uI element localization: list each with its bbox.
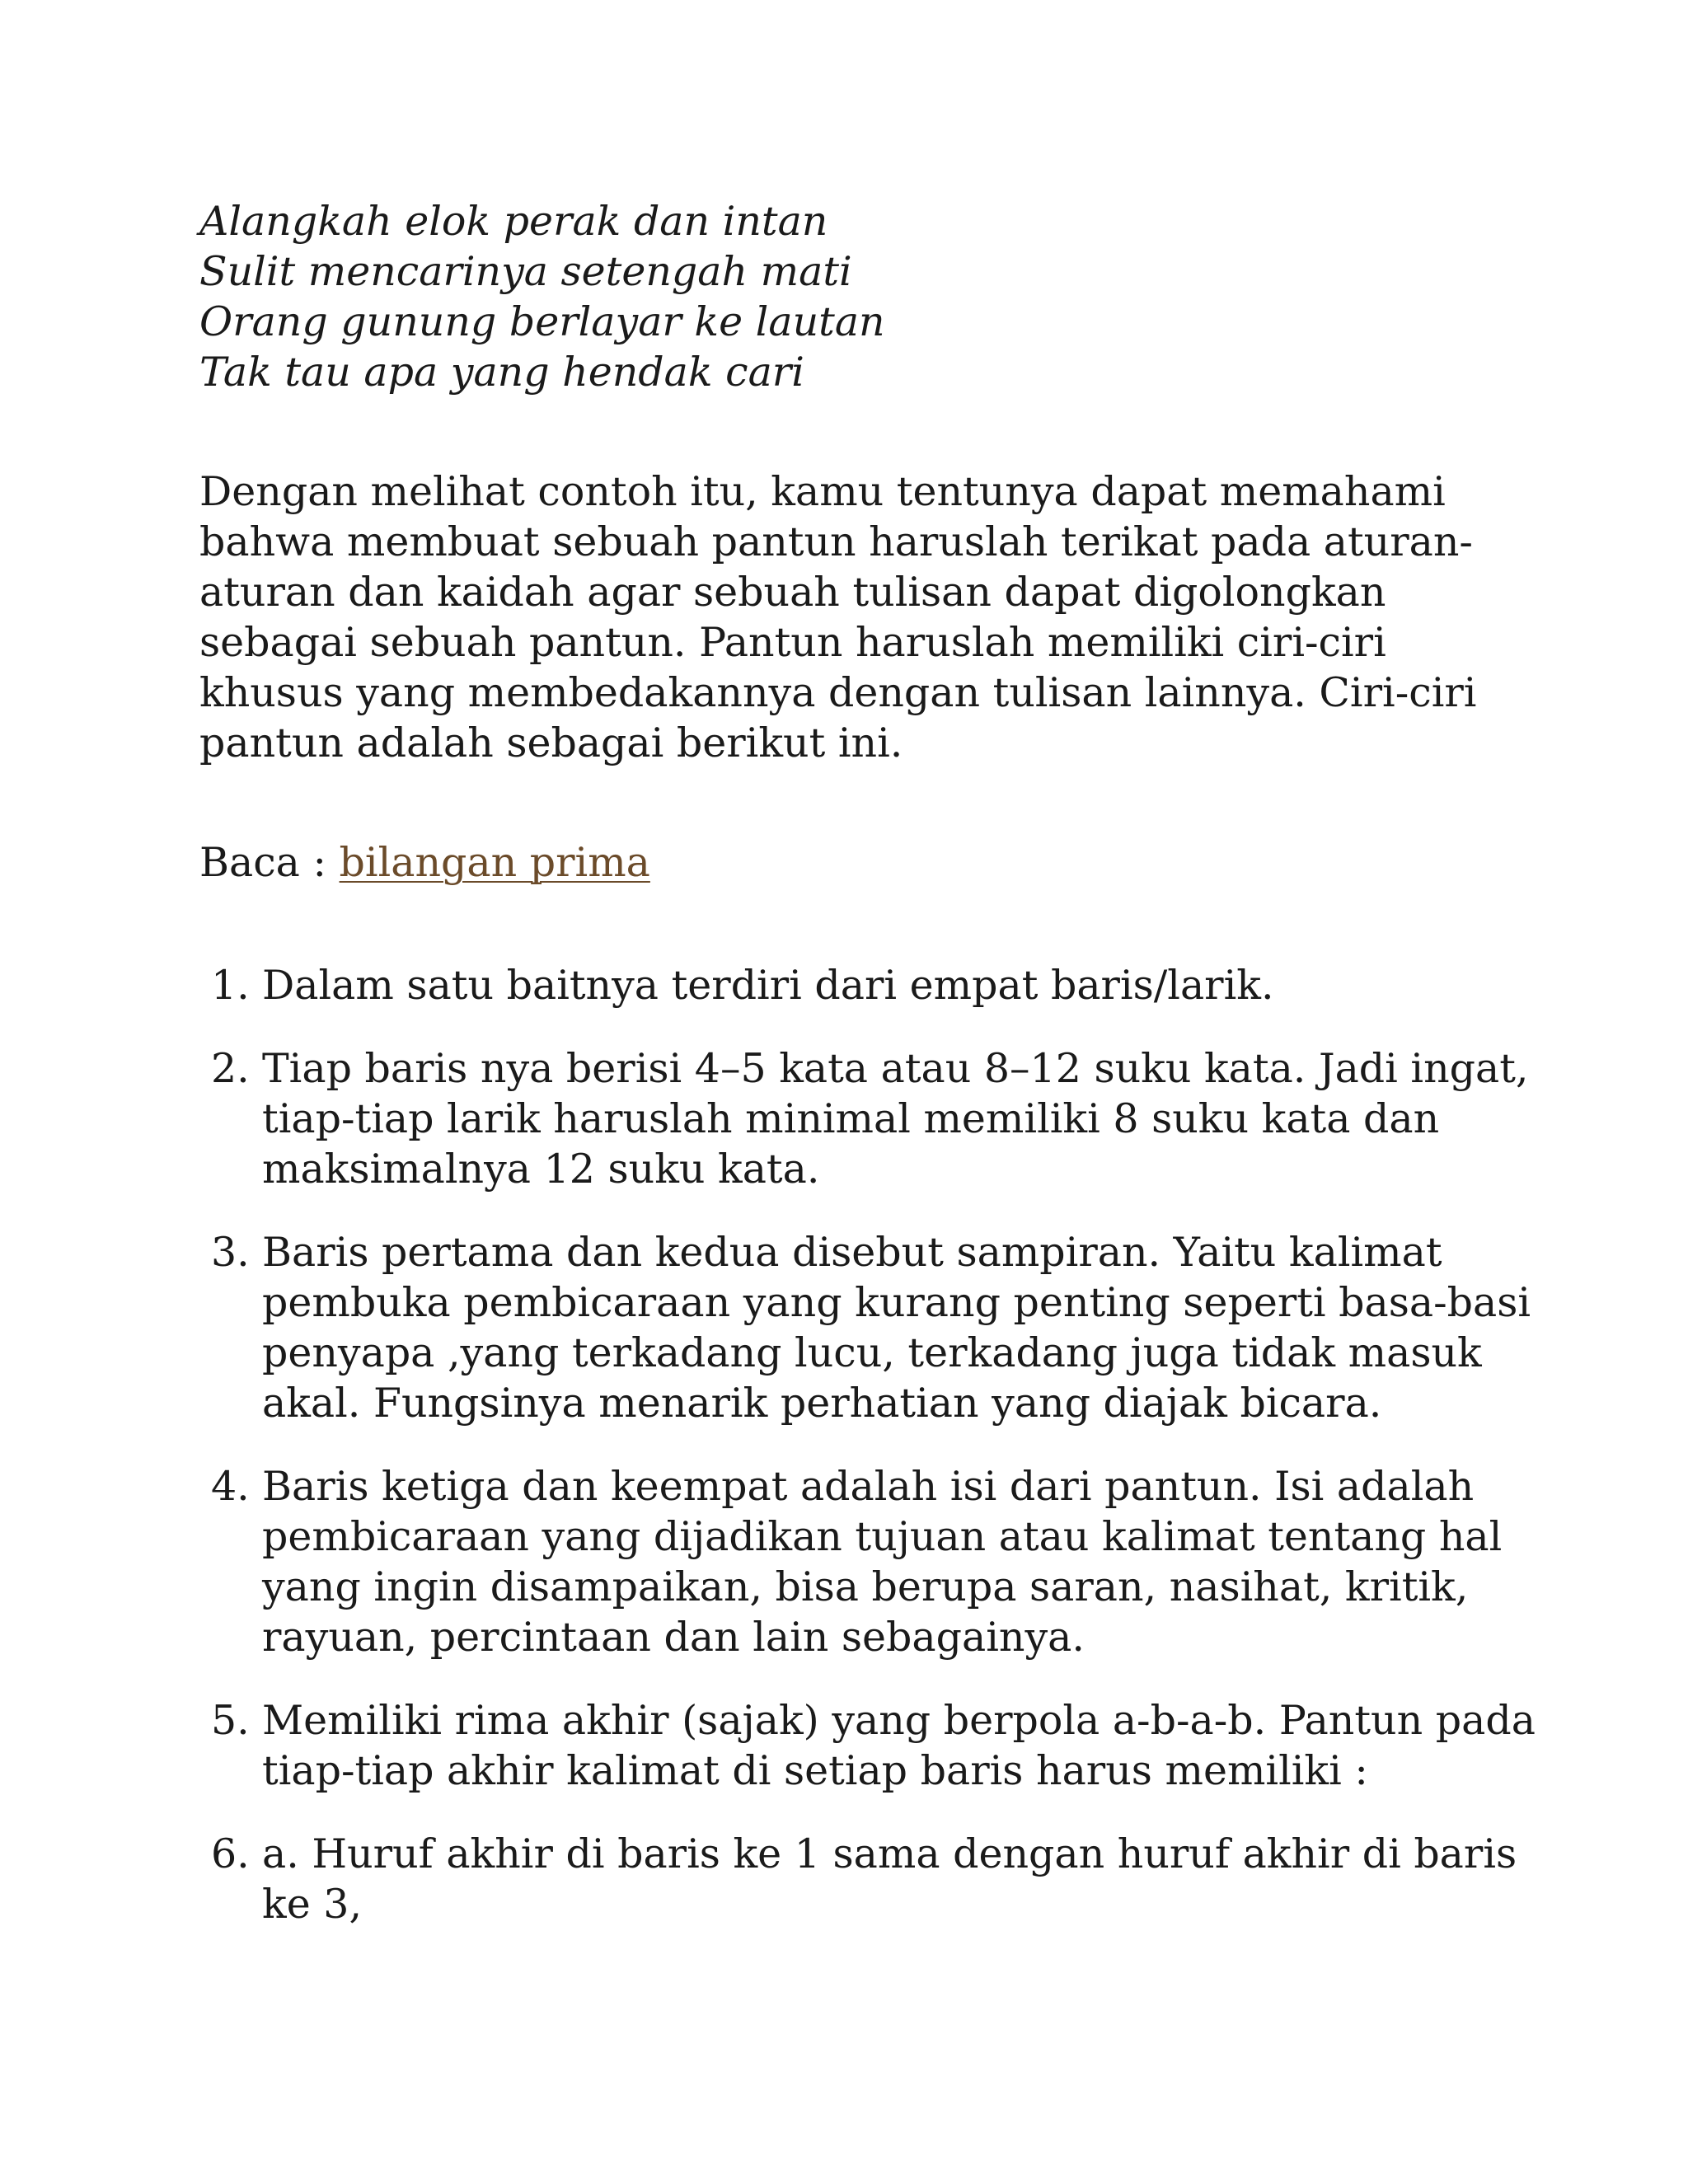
list-item-text: Baris pertama dan kedua disebut sampiran. Yaitu kalimat pembuka pembicaraan yang kurang penting seperti basa-basi penyapa ,yang terkadang lucu, terkadang juga tidak masuk akal. Fungsinya menarik perhatian yang diajak bicara.	[262, 1229, 1531, 1427]
list-item-number: 5.	[211, 1697, 250, 1744]
poem-line: Tak tau apa yang hendak cari	[199, 349, 804, 396]
list-item	[199, 1829, 1564, 1929]
list-item-text: Memiliki rima akhir (sajak) yang berpola a-b-a-b. Pantun pada tiap-tiap akhir kalimat di setiap baris harus memiliki :	[262, 1697, 1536, 1794]
poem-line: Alangkah elok perak dan intan	[199, 198, 828, 245]
poem-line: Orang gunung berlayar ke lautan	[199, 298, 885, 345]
list-item-text: Dalam satu baitnya terdiri dari empat baris/larik.	[262, 962, 1274, 1009]
list-item	[199, 960, 1564, 1010]
features-list	[199, 960, 1536, 1929]
list-item	[199, 1461, 1564, 1662]
read-more-link[interactable]: bilangan prima	[339, 839, 650, 886]
list-item-text: Baris ketiga dan keempat adalah isi dari pantun. Isi adalah pembicaraan yang dijadikan tujuan atau kalimat tentang hal yang ingin disampaikan, bisa berupa saran, nasihat, kritik, rayuan, percintaan dan lain sebagainya.	[262, 1463, 1503, 1661]
read-more	[199, 837, 1502, 888]
pantun-example	[199, 196, 1502, 397]
read-more-label: Baca :	[199, 839, 340, 886]
list-item-number: 3.	[211, 1229, 250, 1276]
list-item	[199, 1695, 1564, 1796]
poem-line: Sulit mencarinya setengah mati	[199, 248, 852, 295]
list-item-number: 6.	[211, 1830, 250, 1877]
list-item-number: 2.	[211, 1045, 250, 1092]
intro-paragraph: Dengan melihat contoh itu, kamu tentunya dapat memahami bahwa membuat sebuah pantun haruslah terikat pada aturan-aturan dan kaidah agar sebuah tulisan dapat digolongkan sebagai sebuah pantun. Pantun haruslah memiliki ciri-ciri khusus yang membedakannya dengan tulisan lainnya. Ciri-ciri pantun adalah sebagai berikut ini.	[199, 468, 1477, 766]
list-item-text: Tiap baris nya berisi 4–5 kata atau 8–12 suku kata. Jadi ingat, tiap-tiap larik haruslah minimal memiliki 8 suku kata dan maksimalnya 12 suku kata.	[262, 1045, 1529, 1193]
document-page	[199, 196, 1536, 1962]
list-item-number: 4.	[211, 1463, 250, 1510]
list-item-text: a. Huruf akhir di baris ke 1 sama dengan huruf akhir di baris ke 3,	[262, 1830, 1517, 1928]
list-item-number: 1.	[211, 962, 250, 1009]
list-item	[199, 1043, 1564, 1194]
list-item	[199, 1227, 1564, 1428]
